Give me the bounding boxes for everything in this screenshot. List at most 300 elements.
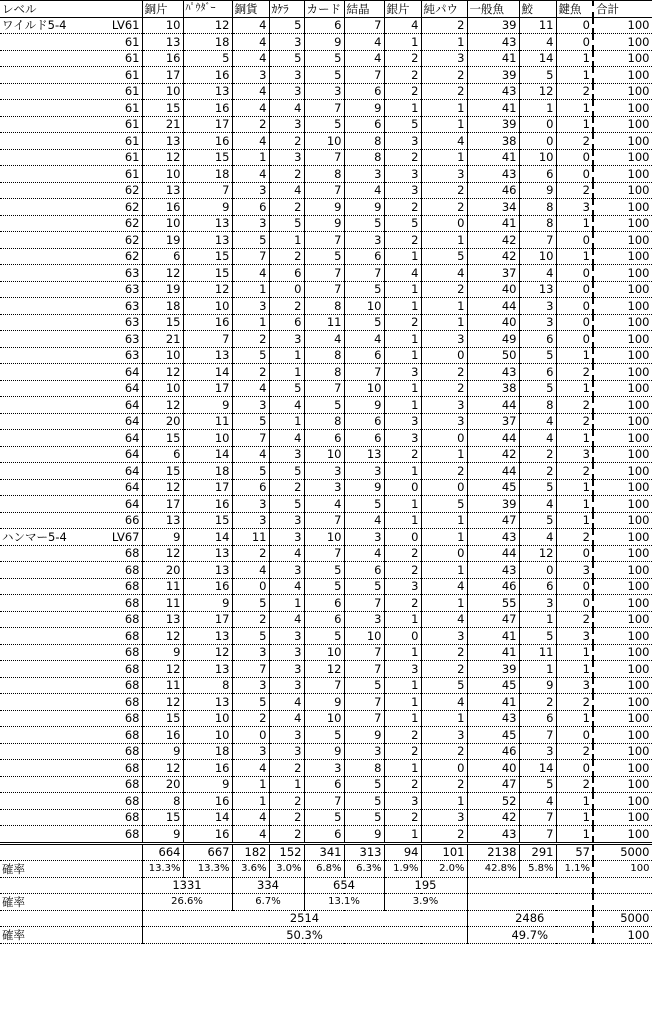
- value-cell: 46: [467, 578, 519, 595]
- table-row: [0, 380, 652, 397]
- value-cell: 11: [183, 413, 232, 430]
- value-cell: 15: [183, 149, 232, 166]
- value-cell: 3: [269, 628, 304, 645]
- value-cell: 8: [344, 133, 384, 150]
- value-cell: 1: [421, 100, 467, 117]
- level-cell: 64: [0, 413, 142, 430]
- value-cell: 9: [304, 694, 344, 711]
- value-cell: 2: [421, 776, 467, 793]
- totals-row: [0, 843, 652, 861]
- value-cell: 41: [467, 149, 519, 166]
- value-cell: 13: [183, 694, 232, 711]
- value-cell: 4: [269, 100, 304, 117]
- value-cell: 17: [142, 496, 183, 513]
- column-header: 合計: [593, 1, 652, 18]
- table-row: [0, 644, 652, 661]
- value-cell: 12: [183, 644, 232, 661]
- value-cell: 2: [421, 644, 467, 661]
- value-cell: 100: [593, 182, 652, 199]
- value-cell: 41: [467, 100, 519, 117]
- value-cell: 13: [183, 661, 232, 678]
- value-cell: 5: [232, 628, 269, 645]
- value-cell: 7: [519, 232, 556, 249]
- value-cell: 3: [384, 793, 421, 810]
- value-cell: 100: [593, 215, 652, 232]
- table-row: [0, 760, 652, 777]
- level-cell: 61: [0, 149, 142, 166]
- column-header: 鍵魚: [556, 1, 593, 18]
- value-cell: 1: [556, 793, 593, 810]
- value-cell: 7: [232, 430, 269, 447]
- blank-cell: [0, 877, 142, 894]
- value-cell: 17: [183, 479, 232, 496]
- level-cell: 64: [0, 397, 142, 414]
- pair-total-cell: 334: [232, 877, 304, 894]
- value-cell: 2: [384, 727, 421, 744]
- rate-label: 確率: [0, 861, 142, 878]
- value-cell: 2: [384, 67, 421, 84]
- value-cell: 2: [269, 133, 304, 150]
- value-cell: 6: [344, 248, 384, 265]
- column-header: 純パウ: [421, 1, 467, 18]
- value-cell: 2: [269, 248, 304, 265]
- value-cell: 3: [519, 314, 556, 331]
- table-row: [0, 694, 652, 711]
- rate-cell: 13.3%: [183, 861, 232, 878]
- value-cell: 4: [344, 512, 384, 529]
- value-cell: 1: [556, 644, 593, 661]
- value-cell: 1: [556, 512, 593, 529]
- table-row: [0, 826, 652, 844]
- value-cell: 16: [183, 133, 232, 150]
- value-cell: 4: [269, 430, 304, 447]
- value-cell: 2: [384, 809, 421, 826]
- level-cell: 68: [0, 661, 142, 678]
- blank-cell: [0, 910, 142, 927]
- value-cell: 37: [467, 265, 519, 282]
- value-cell: 16: [183, 314, 232, 331]
- value-cell: 3: [269, 67, 304, 84]
- pair-total-cell: 654: [304, 877, 384, 894]
- value-cell: 5: [344, 809, 384, 826]
- value-cell: 0: [421, 430, 467, 447]
- column-header: カード: [304, 1, 344, 18]
- value-cell: 10: [344, 298, 384, 315]
- value-cell: 5: [269, 17, 304, 34]
- value-cell: 3: [269, 149, 304, 166]
- value-cell: 1: [421, 562, 467, 579]
- value-cell: 1: [384, 611, 421, 628]
- value-cell: 1: [384, 677, 421, 694]
- value-cell: 15: [183, 265, 232, 282]
- value-cell: 2: [269, 826, 304, 844]
- value-cell: 41: [467, 50, 519, 67]
- group-label: ハンマー5-4: [2, 529, 67, 544]
- value-cell: 100: [593, 281, 652, 298]
- value-cell: 12: [142, 149, 183, 166]
- value-cell: 3: [421, 413, 467, 430]
- value-cell: 7: [304, 182, 344, 199]
- value-cell: 4: [421, 265, 467, 282]
- value-cell: 1: [384, 248, 421, 265]
- value-cell: 4: [269, 611, 304, 628]
- level-cell: 68: [0, 710, 142, 727]
- value-cell: 100: [593, 364, 652, 381]
- table-row: [0, 232, 652, 249]
- value-cell: 2: [421, 182, 467, 199]
- value-cell: 3: [269, 743, 304, 760]
- column-header: 銅貨: [232, 1, 269, 18]
- value-cell: 8: [183, 677, 232, 694]
- table-row: [0, 347, 652, 364]
- value-cell: 39: [467, 116, 519, 133]
- value-cell: 10: [142, 215, 183, 232]
- value-cell: 9: [519, 182, 556, 199]
- value-cell: 1: [556, 215, 593, 232]
- value-cell: 6: [304, 595, 344, 612]
- level-cell: 68: [0, 694, 142, 711]
- level-cell: 66: [0, 512, 142, 529]
- pair-rate-cell: 13.1%: [304, 894, 384, 911]
- value-cell: 7: [344, 644, 384, 661]
- value-cell: 4: [232, 166, 269, 183]
- value-cell: 10: [304, 644, 344, 661]
- value-cell: 10: [519, 149, 556, 166]
- value-cell: 19: [142, 281, 183, 298]
- value-cell: 12: [519, 545, 556, 562]
- value-cell: 1: [384, 463, 421, 480]
- level-cell: 68: [0, 545, 142, 562]
- blank-cell: [593, 877, 652, 894]
- value-cell: 3: [269, 34, 304, 51]
- value-cell: 13: [142, 512, 183, 529]
- value-cell: 16: [183, 67, 232, 84]
- value-cell: 3: [421, 397, 467, 414]
- level-cell: [0, 17, 142, 34]
- value-cell: 9: [183, 397, 232, 414]
- value-cell: 0: [421, 347, 467, 364]
- level-cell: 61: [0, 166, 142, 183]
- table-row: [0, 545, 652, 562]
- value-cell: 12: [183, 17, 232, 34]
- table-row: [0, 17, 652, 34]
- level-cell: 64: [0, 430, 142, 447]
- table-row: [0, 793, 652, 810]
- table-row: [0, 182, 652, 199]
- value-cell: 9: [344, 826, 384, 844]
- value-cell: 3: [232, 215, 269, 232]
- value-cell: 5: [519, 512, 556, 529]
- value-cell: 7: [304, 281, 344, 298]
- level-cell: 61: [0, 50, 142, 67]
- value-cell: 3: [421, 331, 467, 348]
- value-cell: 42: [467, 248, 519, 265]
- value-cell: 39: [467, 67, 519, 84]
- value-cell: 0: [556, 232, 593, 249]
- value-cell: 2: [232, 611, 269, 628]
- value-cell: 20: [142, 776, 183, 793]
- value-cell: 3: [384, 182, 421, 199]
- value-cell: 1: [421, 529, 467, 546]
- value-cell: 0: [519, 116, 556, 133]
- value-cell: 9: [142, 743, 183, 760]
- total-cell: 2138: [467, 843, 519, 861]
- value-cell: 5: [269, 380, 304, 397]
- value-cell: 14: [519, 50, 556, 67]
- value-cell: 100: [593, 809, 652, 826]
- value-cell: 12: [142, 545, 183, 562]
- value-cell: 0: [384, 628, 421, 645]
- value-cell: 2: [421, 199, 467, 216]
- rate-cell: 3.0%: [269, 861, 304, 878]
- value-cell: 100: [593, 578, 652, 595]
- value-cell: 8: [304, 364, 344, 381]
- value-cell: 0: [269, 281, 304, 298]
- value-cell: 2: [384, 149, 421, 166]
- value-cell: 12: [142, 479, 183, 496]
- value-cell: 0: [519, 133, 556, 150]
- value-cell: 4: [232, 446, 269, 463]
- value-cell: 13: [183, 628, 232, 645]
- value-cell: 3: [384, 364, 421, 381]
- value-cell: 6: [344, 116, 384, 133]
- value-cell: 2: [232, 364, 269, 381]
- group-rate-total: 100: [593, 927, 652, 944]
- value-cell: 6: [232, 199, 269, 216]
- value-cell: 10: [142, 17, 183, 34]
- value-cell: 13: [183, 347, 232, 364]
- level-cell: 68: [0, 743, 142, 760]
- value-cell: 6: [142, 446, 183, 463]
- value-cell: 2: [556, 463, 593, 480]
- level-cell: 68: [0, 826, 142, 844]
- value-cell: 5: [269, 215, 304, 232]
- table-row: [0, 116, 652, 133]
- value-cell: 2: [556, 694, 593, 711]
- value-cell: 100: [593, 100, 652, 117]
- value-cell: 11: [519, 17, 556, 34]
- value-cell: 1: [384, 281, 421, 298]
- value-cell: 6: [344, 347, 384, 364]
- value-cell: 1: [384, 331, 421, 348]
- value-cell: 2: [269, 793, 304, 810]
- value-cell: 100: [593, 314, 652, 331]
- value-cell: 100: [593, 793, 652, 810]
- value-cell: 4: [421, 694, 467, 711]
- value-cell: 5: [344, 215, 384, 232]
- table-row: [0, 595, 652, 612]
- value-cell: 5: [304, 727, 344, 744]
- value-cell: 44: [467, 430, 519, 447]
- value-cell: 6: [304, 826, 344, 844]
- table-row: [0, 83, 652, 100]
- value-cell: 4: [232, 34, 269, 51]
- level-cell: 61: [0, 67, 142, 84]
- value-cell: 37: [467, 413, 519, 430]
- total-cell: 182: [232, 843, 269, 861]
- level-cell: 63: [0, 298, 142, 315]
- value-cell: 1: [556, 710, 593, 727]
- value-cell: 5: [304, 67, 344, 84]
- value-cell: 12: [142, 661, 183, 678]
- table-row: [0, 133, 652, 150]
- group-label: ワイルド5-4: [2, 18, 67, 33]
- value-cell: 3: [384, 430, 421, 447]
- value-cell: 5: [304, 628, 344, 645]
- value-cell: 6: [269, 265, 304, 282]
- value-cell: 10: [183, 710, 232, 727]
- value-cell: 5: [304, 578, 344, 595]
- value-cell: 2: [384, 776, 421, 793]
- value-cell: 6: [304, 430, 344, 447]
- value-cell: 16: [183, 578, 232, 595]
- blank-cell: [467, 877, 593, 894]
- value-cell: 11: [519, 644, 556, 661]
- value-cell: 6: [232, 479, 269, 496]
- total-cell: 341: [304, 843, 344, 861]
- value-cell: 5: [269, 50, 304, 67]
- table-row: [0, 314, 652, 331]
- group-rates-row: [0, 927, 652, 944]
- value-cell: 5: [304, 116, 344, 133]
- level-cell: 64: [0, 479, 142, 496]
- value-cell: 1: [232, 776, 269, 793]
- value-cell: 1: [269, 232, 304, 249]
- value-cell: 3: [519, 595, 556, 612]
- value-cell: 17: [183, 116, 232, 133]
- value-cell: 100: [593, 710, 652, 727]
- value-cell: 1: [556, 347, 593, 364]
- value-cell: 100: [593, 611, 652, 628]
- value-cell: 5: [519, 776, 556, 793]
- value-cell: 10: [142, 380, 183, 397]
- value-cell: 5: [519, 380, 556, 397]
- value-cell: 3: [421, 809, 467, 826]
- value-cell: 4: [232, 17, 269, 34]
- value-cell: 6: [344, 413, 384, 430]
- value-cell: 3: [232, 67, 269, 84]
- value-cell: 100: [593, 661, 652, 678]
- value-cell: 10: [183, 727, 232, 744]
- total-cell: 313: [344, 843, 384, 861]
- value-cell: 39: [467, 496, 519, 513]
- value-cell: 13: [519, 281, 556, 298]
- value-cell: 100: [593, 826, 652, 844]
- value-cell: 1: [556, 809, 593, 826]
- table-row: [0, 281, 652, 298]
- value-cell: 15: [142, 314, 183, 331]
- value-cell: 7: [519, 826, 556, 844]
- value-cell: 100: [593, 677, 652, 694]
- value-cell: 3: [232, 298, 269, 315]
- table-row: [0, 727, 652, 744]
- value-cell: 44: [467, 397, 519, 414]
- value-cell: 6: [519, 578, 556, 595]
- table-row: [0, 479, 652, 496]
- value-cell: 46: [467, 182, 519, 199]
- value-cell: 8: [304, 347, 344, 364]
- value-cell: 9: [519, 677, 556, 694]
- table-row: [0, 628, 652, 645]
- value-cell: 100: [593, 17, 652, 34]
- value-cell: 2: [556, 133, 593, 150]
- value-cell: 11: [232, 529, 269, 546]
- value-cell: 5: [232, 413, 269, 430]
- value-cell: 100: [593, 644, 652, 661]
- value-cell: 5: [344, 496, 384, 513]
- rate-cell: 42.8%: [467, 861, 519, 878]
- value-cell: 6: [304, 17, 344, 34]
- value-cell: 5: [421, 677, 467, 694]
- value-cell: 3: [269, 562, 304, 579]
- value-cell: 1: [421, 232, 467, 249]
- group-totals-row: [0, 910, 652, 927]
- pair-totals-row: [0, 877, 652, 894]
- value-cell: 0: [556, 34, 593, 51]
- value-cell: 2: [384, 595, 421, 612]
- value-cell: 9: [304, 34, 344, 51]
- value-cell: 7: [304, 265, 344, 282]
- value-cell: 3: [269, 529, 304, 546]
- value-cell: 4: [421, 611, 467, 628]
- value-cell: 1: [269, 413, 304, 430]
- value-cell: 1: [556, 116, 593, 133]
- value-cell: 7: [183, 182, 232, 199]
- value-cell: 13: [183, 83, 232, 100]
- level-cell: 68: [0, 727, 142, 744]
- value-cell: 44: [467, 463, 519, 480]
- value-cell: 2: [269, 166, 304, 183]
- value-cell: 7: [344, 661, 384, 678]
- value-cell: 11: [142, 595, 183, 612]
- value-cell: 9: [142, 529, 183, 546]
- total-cell: 57: [556, 843, 593, 861]
- value-cell: 9: [344, 397, 384, 414]
- value-cell: 100: [593, 166, 652, 183]
- value-cell: 100: [593, 116, 652, 133]
- table-row: [0, 529, 652, 546]
- level-cell: 68: [0, 578, 142, 595]
- value-cell: 13: [344, 446, 384, 463]
- value-cell: 4: [344, 331, 384, 348]
- value-cell: 100: [593, 331, 652, 348]
- value-cell: 10: [304, 710, 344, 727]
- value-cell: 44: [467, 298, 519, 315]
- value-cell: 6: [519, 166, 556, 183]
- value-cell: 41: [467, 644, 519, 661]
- value-cell: 1: [556, 661, 593, 678]
- value-cell: 7: [344, 694, 384, 711]
- value-cell: 7: [304, 232, 344, 249]
- value-cell: 45: [467, 677, 519, 694]
- value-cell: 5: [344, 677, 384, 694]
- value-cell: 17: [183, 611, 232, 628]
- value-cell: 39: [467, 17, 519, 34]
- rate-cell: 1.1%: [556, 861, 593, 878]
- value-cell: 15: [142, 710, 183, 727]
- value-cell: 2: [269, 809, 304, 826]
- value-cell: 2: [421, 826, 467, 844]
- total-cell: 664: [142, 843, 183, 861]
- value-cell: 1: [232, 314, 269, 331]
- value-cell: 5: [519, 628, 556, 645]
- level-cell: 63: [0, 281, 142, 298]
- level-cell: 62: [0, 248, 142, 265]
- value-cell: 16: [142, 50, 183, 67]
- value-cell: 3: [304, 463, 344, 480]
- value-cell: 3: [269, 446, 304, 463]
- value-cell: 3: [344, 611, 384, 628]
